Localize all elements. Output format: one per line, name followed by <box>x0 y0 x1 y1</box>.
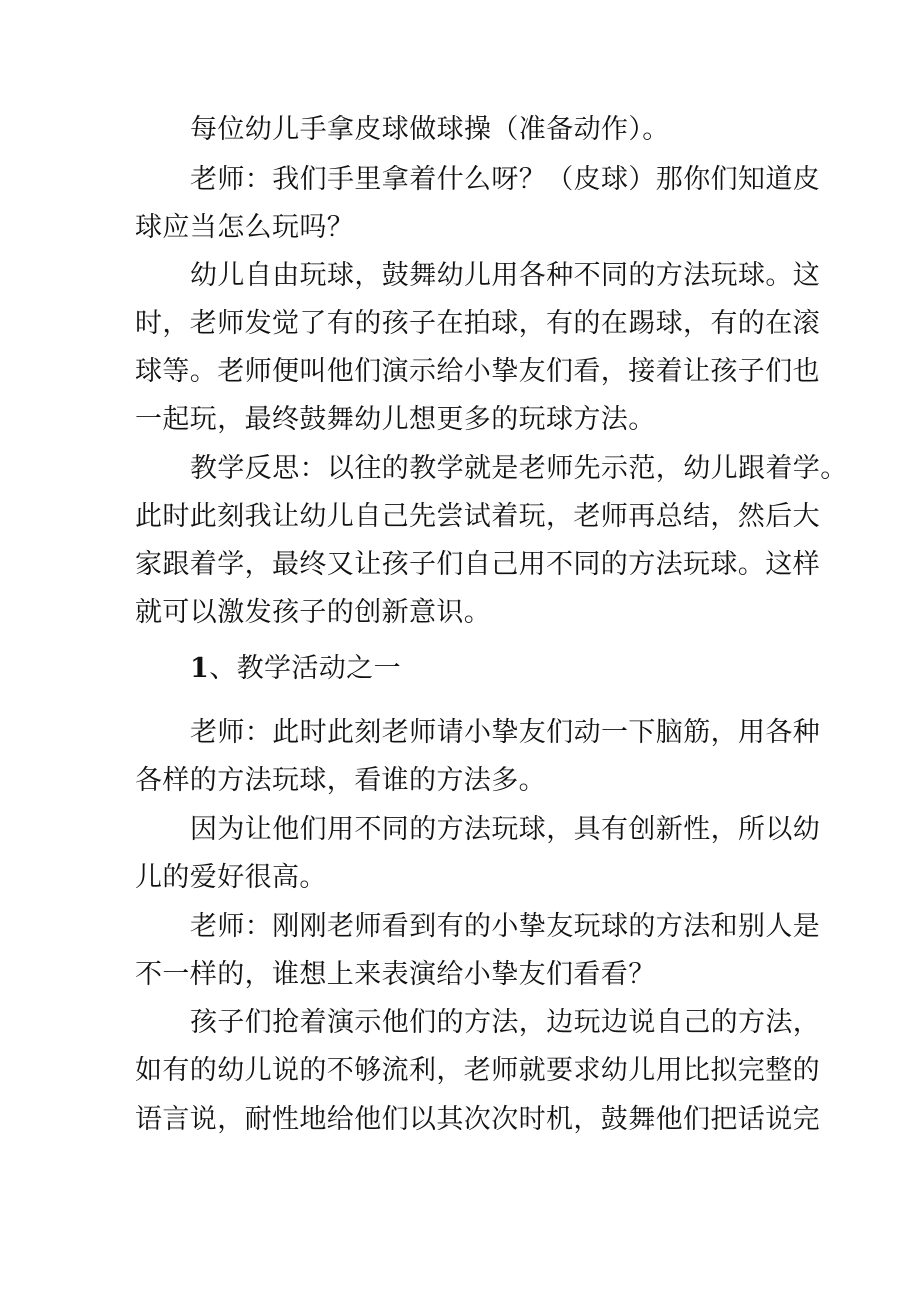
paragraph-line: 时，老师发觉了有的孩子在拍球，有的在踢球，有的在滚 <box>135 308 820 339</box>
paragraph-line: 教学反思：以往的教学就是老师先示范，幼儿跟着学。 <box>190 453 848 484</box>
paragraph-line: 此时此刻我让幼儿自己先尝试着玩，老师再总结，然后大 <box>135 501 820 532</box>
paragraph-line: 语言说，耐性地给他们以其次次时机，鼓舞他们把话说完 <box>135 1104 820 1135</box>
paragraph-line: 每位幼儿手拿皮球做球操（准备动作）。 <box>190 114 670 145</box>
section-heading-number: 1 <box>190 653 210 684</box>
paragraph-line: 球等。老师便叫他们演示给小挚友们看，接着让孩子们也 <box>135 356 820 387</box>
section-heading-text: 、教学活动之一 <box>209 653 401 684</box>
paragraph-line: 儿的爱好很高。 <box>135 862 327 893</box>
paragraph-line: 老师：我们手里拿着什么呀？（皮球）那你们知道皮 <box>190 164 821 195</box>
paragraph-line: 各样的方法玩球，看谁的方法多。 <box>135 765 546 796</box>
paragraph-line: 老师：刚刚老师看到有的小挚友玩球的方法和别人是 <box>190 911 821 942</box>
paragraph-line: 一起玩，最终鼓舞幼儿想更多的玩球方法。 <box>135 404 656 435</box>
paragraph-line: 家跟着学，最终又让孩子们自己用不同的方法玩球。这样 <box>135 549 820 580</box>
paragraph-line: 孩子们抢着演示他们的方法，边玩边说自己的方法， <box>190 1007 821 1038</box>
paragraph-line: 不一样的，谁想上来表演给小挚友们看看？ <box>135 959 656 990</box>
paragraph-line: 就可以激发孩子的创新意识。 <box>135 597 492 628</box>
paragraph-line: 幼儿自由玩球，鼓舞幼儿用各种不同的方法玩球。这 <box>190 260 821 291</box>
paragraph-line: 球应当怎么玩吗？ <box>135 212 355 243</box>
section-heading <box>190 651 860 687</box>
paragraph-line: 如有的幼儿说的不够流利，老师就要求幼儿用比拟完整的 <box>135 1055 820 1086</box>
paragraph-line: 因为让他们用不同的方法玩球，具有创新性，所以幼 <box>190 814 821 845</box>
paragraph-line: 老师：此时此刻老师请小挚友们动一下脑筋，用各种 <box>190 717 821 748</box>
